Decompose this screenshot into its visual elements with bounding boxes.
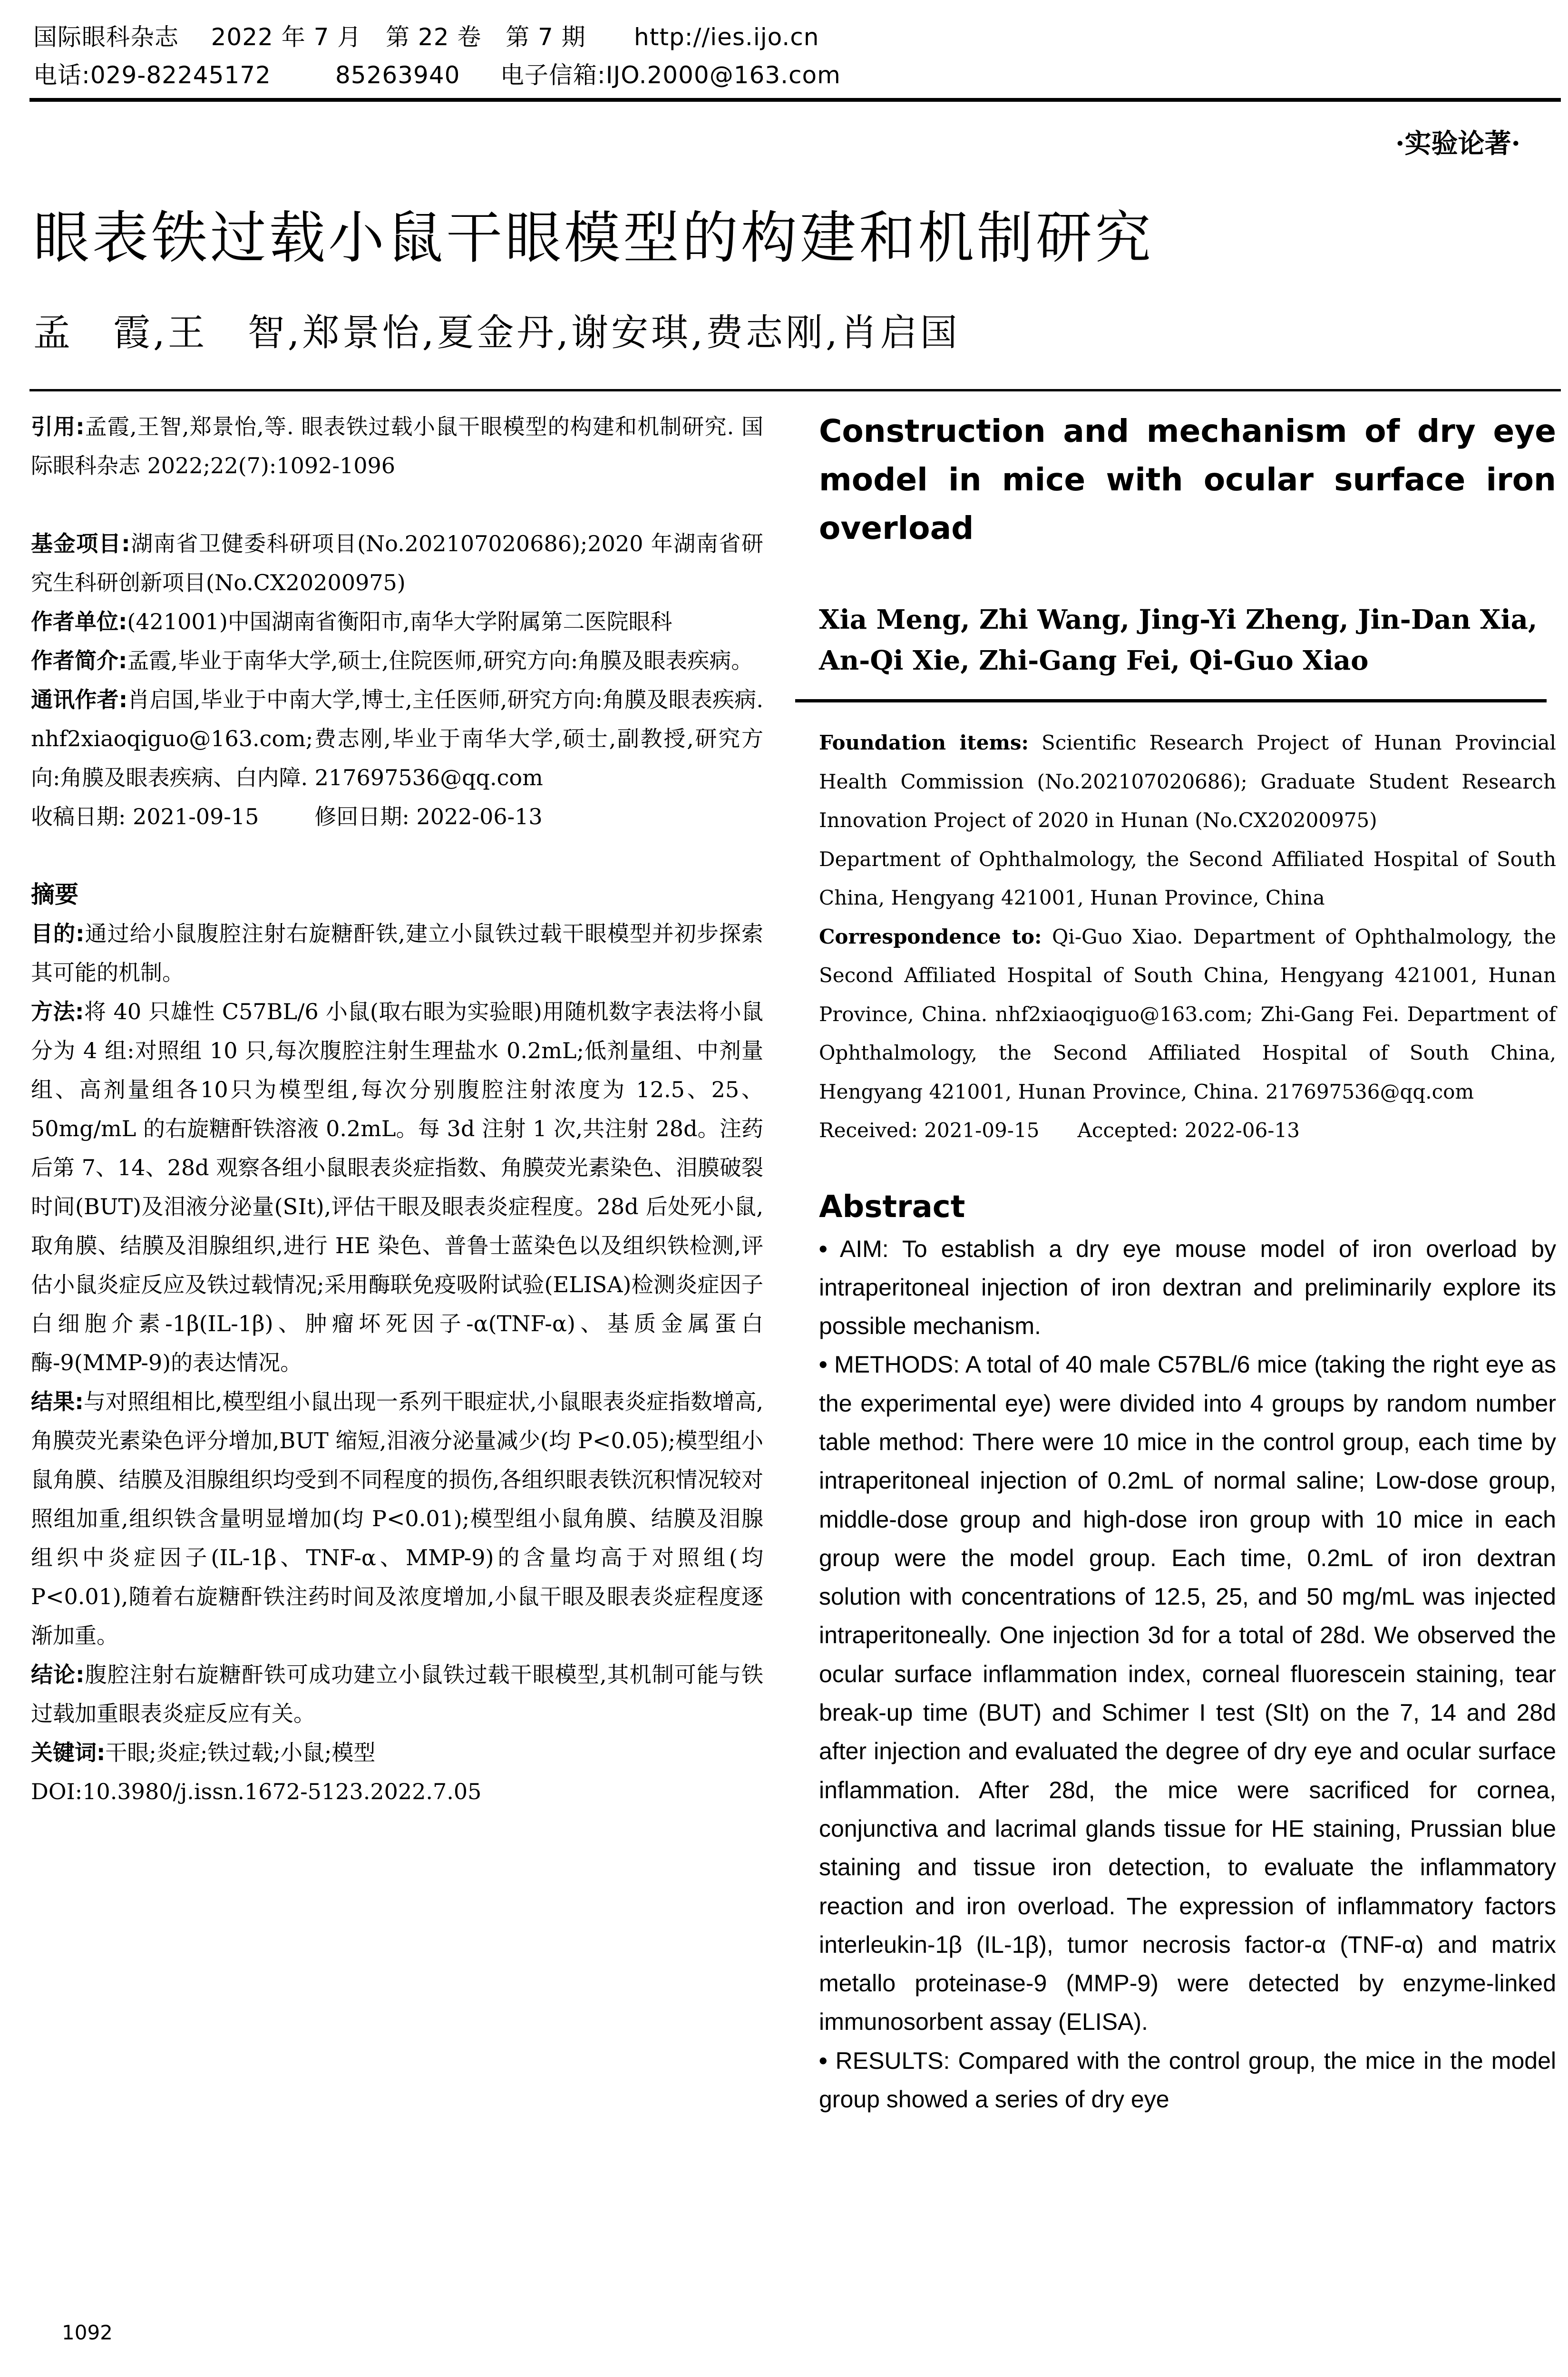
keywords-label: 关键词: [31,1740,106,1765]
received-label: 收稿日期: [31,804,126,829]
left-column [31,407,763,1811]
correspondence-label: Correspondence to: [819,925,1042,948]
objective-text: 通过给小鼠腹腔注射右旋糖酐铁,建立小鼠铁过载干眼模型并初步探索其可能的机制。 [31,921,763,985]
english-results [819,2042,1556,2119]
revised-label: 修回日期: [314,804,409,829]
english-authors-divider [795,699,1547,702]
corresponding-text: 肖启国,毕业于中南大学,博士,主任医师,研究方向:角膜及眼表疾病. nhf2xiaoqiguo@163.com;费志刚,毕业于南华大学,硕士,副教授,研究方向:角膜及眼表疾病、白内障. 217697536@qq.com [31,687,763,790]
english-dates [819,1111,1556,1150]
english-methods-label: METHODS: [834,1351,960,1378]
title-divider [29,389,1561,391]
english-abstract [819,1230,1556,2119]
abstract-methods [31,992,763,1382]
chinese-title: 眼表铁过载小鼠干眼模型的构建和机制研究 [33,205,1154,271]
english-affiliation: Department of Ophthalmology, the Second Affiliated Hospital of South China, Hengyang 421001, Hunan Province, China [819,847,1556,909]
citation [31,407,763,485]
english-title: Construction and mechanism of dry eye model in mice with ocular surface iron overload [819,413,1556,546]
author-bio-label: 作者简介: [31,648,127,673]
header-divider [29,98,1561,102]
english-results-label: RESULTS: [835,2047,950,2074]
english-metadata [819,723,1556,1150]
results-text: 与对照组相比,模型组小鼠出现一系列干眼症状,小鼠眼表炎症指数增高,角膜荧光素染色评分增加,BUT 缩短,泪液分泌量减少(均 P<0.05);模型组小鼠角膜、结膜及泪腺组织均受到不同程度的损伤,各组织眼表铁沉积情况较对照组加重,组织铁含量明显增加(均 P<0.01);模型组小鼠角膜、结膜及泪腺组织中炎症因子(IL-1β、TNF-α、MMP-9)的含量均高于对照组(均 P<0.01),随着右旋糖酐铁注药时间及浓度增加,小鼠干眼及眼表炎症程度逐渐加重。 [31,1389,763,1648]
affiliation [31,602,763,641]
citation-text: 孟霞,王智,郑景怡,等. 眼表铁过载小鼠干眼模型的构建和机制研究. 国际眼科杂志 2022;22(7):1092-1096 [31,414,763,478]
methods-label: 方法: [31,999,84,1024]
conclusion-text: 腹腔注射右旋糖酐铁可成功建立小鼠铁过载干眼模型,其机制可能与铁过载加重眼表炎症反应有关。 [31,1662,763,1726]
abstract-objective [31,914,763,992]
author-bio [31,641,763,680]
corresponding-author [31,680,763,797]
bullet-icon: • [819,1351,828,1378]
foundation-text: Scientific Research Project of Hunan Provincial Health Commission (No.202107020686); Graduate Student Research Innovation Project of 2020 in Hunan (No.CX20200975) [819,731,1556,832]
revised-date: 2022-06-13 [416,804,543,829]
aim-label: AIM: [839,1235,889,1262]
keywords [31,1733,763,1772]
abstract-heading: 摘要 [31,881,78,908]
results-label: 结果: [31,1389,84,1414]
right-column [819,407,1556,2119]
running-header-journal-line: 国际眼科杂志 2022 年 7 月 第 22 卷 第 7 期 http://ies.ijo.cn [33,23,819,51]
dates [31,797,763,836]
received-date: 2021-09-15 [133,804,259,829]
objective-label: 目的: [31,921,85,946]
page-number: 1092 [62,2321,113,2344]
affiliation-label: 作者单位: [31,609,127,634]
running-header-contact-line: 电话:029-82245172 85263940 电子信箱:IJO.2000@163.com [33,61,841,89]
english-abstract-heading: Abstract [819,1189,965,1225]
correspondence-text: Qi-Guo Xiao. Department of Ophthalmology, the Second Affiliated Hospital of South China, Hengyang 421001, Hunan Province, China. nhf2xiaoqiguo@163.com; Zhi-Gang Fei. Department of Ophthalmology, the Second Affiliated Hospital of South China, Hengyang 421001, Hunan Province, China. 217697536@qq.com [819,925,1556,1103]
keywords-text: 干眼;炎症;铁过载;小鼠;模型 [105,1740,376,1765]
aim-text: To establish a dry eye mouse model of iron overload by intraperitoneal injection of iron dextran and preliminarily explore its possible mechanism. [819,1235,1556,1340]
foundation-label: Foundation items: [819,731,1029,754]
english-accepted: Accepted: 2022-06-13 [1077,1119,1300,1142]
english-aim [819,1230,1556,1346]
author-bio-text: 孟霞,毕业于南华大学,硕士,住院医师,研究方向:角膜及眼表疾病。 [127,648,753,673]
corresponding-label: 通讯作者: [31,687,128,712]
chinese-authors: 孟 霞,王 智,郑景怡,夏金丹,谢安琪,费志刚,肖启国 [33,312,960,354]
citation-label: 引用: [31,414,85,439]
funding-text: 湖南省卫健委科研项目(No.202107020686);2020 年湖南省研究生科研创新项目(No.CX20200975) [31,531,763,595]
bullet-icon: • [819,2047,828,2074]
bullet-icon: • [819,1235,828,1262]
english-received: Received: 2021-09-15 [819,1119,1040,1142]
english-authors: Xia Meng, Zhi Wang, Jing-Yi Zheng, Jin-Dan Xia, An-Qi Xie, Zhi-Gang Fei, Qi-Guo Xiao [819,604,1538,676]
english-methods [819,1345,1556,2041]
english-methods-text: A total of 40 male C57BL/6 mice (taking the right eye as the experimental eye) were divided into 4 groups by random number table method: There were 10 mice in the control group, each time by intraperitoneal injection of 0.2mL of normal saline; Low-dose group, middle-dose group and high-dose iron group with 10 mice in each group were the model group. Each time, 0.2mL of iron dextran solution with concentrations of 12.5, 25, and 50 mg/mL was injected intraperitoneally. One injection 3d for a total of 28d. We observed the ocular surface inflammation index, corneal fluorescein staining, tear break-up time (BUT) and Schimer I test (SIt) on the 7, 14 and 28d after injection and evaluated the degree of dry eye and ocular surface inflammation. After 28d, the mice were sacrificed for cornea, conjunctiva and lacrimal glands tissue for HE staining, Prussian blue staining and tissue iron detection, to evaluate the inflammatory reaction and iron overload. The expression of inflammatory factors interleukin-1β (IL-1β), tumor necrosis factor-α (TNF-α) and matrix metallo proteinase-9 (MMP-9) were detected by enzyme-linked immunosorbent assay (ELISA). [819,1351,1556,2036]
correspondence [819,917,1556,1111]
section-tag: ·实验论著· [1395,128,1520,159]
doi: DOI:10.3980/j.issn.1672-5123.2022.7.05 [31,1779,482,1804]
foundation-items [819,723,1556,840]
funding-label: 基金项目: [31,531,130,556]
funding [31,524,763,602]
conclusion-label: 结论: [31,1662,85,1687]
english-results-text: Compared with the control group, the mice in the model group showed a series of dry eye [819,2047,1556,2113]
abstract-results [31,1382,763,1655]
methods-text: 将 40 只雄性 C57BL/6 小鼠(取右眼为实验眼)用随机数字表法将小鼠分为 4 组:对照组 10 只,每次腹腔注射生理盐水 0.2mL;低剂量组、中剂量组、高剂量组各10只为模型组,每次分别腹腔注射浓度为 12.5、25、50mg/mL 的右旋糖酐铁溶液 0.2mL。每 3d 注射 1 次,共注射 28d。注药后第 7、14、28d 观察各组小鼠眼表炎症指数、角膜荧光素染色、泪膜破裂时间(BUT)及泪液分泌量(SⅠt),评估干眼及眼表炎症程度。28d 后处死小鼠,取角膜、结膜及泪腺组织,进行 HE 染色、普鲁士蓝染色以及组织铁检测,评估小鼠炎症反应及铁过载情况;采用酶联免疫吸附试验(ELISA)检测炎症因子白细胞介素-1β(IL-1β)、肿瘤坏死因子-α(TNF-α)、基质金属蛋白酶-9(MMP-9)的表达情况。 [31,999,763,1375]
abstract-conclusion [31,1655,763,1733]
affiliation-text: (421001)中国湖南省衡阳市,南华大学附属第二医院眼科 [127,609,672,634]
